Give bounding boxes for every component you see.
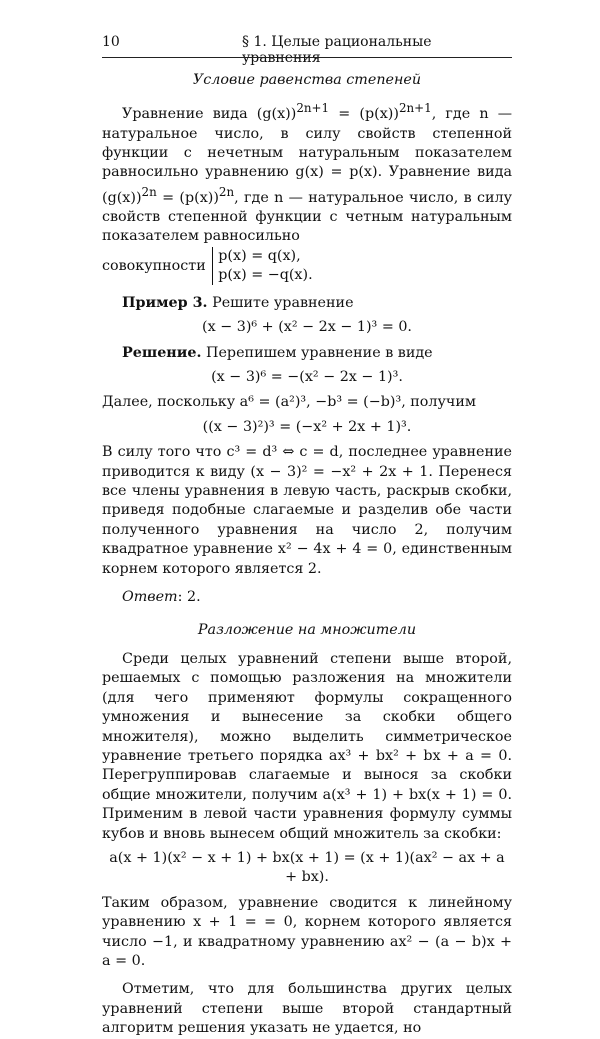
equation: (x − 3)⁶ = −(x² − 2x − 1)³. [211, 369, 403, 385]
page-number: 10 [102, 34, 120, 50]
example: Пример 3. Решите уравнение [122, 294, 354, 311]
paragraph: В силу того что c³ = d³ ⇔ c = d, последнее уравнение приводится к виду (x − 3)² = −x² + 2x + 1. Перенеся все члены уравнения в левую часть, раскрыв скобки, приведя подобные слагаемые и разделив обе части полученного уравнения на число 2, получим квадратное уравнение x² − 4x + 4 = 0, единственным корнем которого является 2. [102, 444, 512, 577]
paragraph: Далее, поскольку a⁶ = (a²)³, −b³ = (−b)³, получим [102, 394, 477, 411]
book-page [102, 0, 512, 1037]
paragraph: Среди целых уравнений степени выше второй, решаемых с помощью разложения на множители (для чего применяют формулы сокращенного умножения и вынесение за скобки общего множителя), можно выделить симметрическое уравнение третьего порядка ax³ + bx² + bx + a = 0. Перегруппировав слагаемые и вынося за скобки общие множители, получим a(x³ + 1) + bx(x + 1) = 0. Применим в левой части уравнения формулу суммы кубов и вновь вынесем общий множитель за скобки: [102, 650, 512, 842]
equation: (x − 3)⁶ + (x² − 2x − 1)³ = 0. [202, 319, 412, 336]
paragraph: Уравнение вида $(g(x))^{2n+1} = (p(x))^{2n+1}$, где n — натуральное число, в силу свойств степенной функции с нечетным натуральным показателем равносильно уравнению g(x) = p(x). Уравнение вида $(g(x))^{2n} = (p(x))^{2n}$, где n — натуральное число, в силу свойств степенной функции с четным натуральным показателем равносильно [102, 101, 512, 245]
section-heading: Разложение на множители [197, 622, 417, 639]
solution: Решение. Перепишем уравнение в виде [122, 344, 433, 361]
page-content [102, 71, 512, 1039]
equation: a(x + 1)(x² − x + 1) + bx(x + 1) = (x + 1)(ax² − ax + a + bx). [109, 849, 505, 886]
header-rule [102, 57, 512, 58]
paragraph: Таким образом, уравнение сводится к линейному уравнению x + 1 = = 0, корнем которого является число −1, и квадратному уравнению ax² − (a − b)x + a = 0. [102, 894, 512, 969]
equation: ((x − 3)²)³ = (−x² + 2x + 1)³. [202, 418, 412, 435]
equation-system: p(x) = q(x), p(x) = −q(x). [212, 247, 312, 285]
system-line: совокупности p(x) = q(x), p(x) = −q(x). [102, 247, 313, 283]
section-heading: Условие равенства степеней [192, 72, 422, 88]
paragraph: Отметим, что для большинства других целых уравнений степени выше второй стандартный алгоритм решения указать не удается, но [102, 981, 512, 1037]
running-header [102, 34, 512, 66]
answer: Ответ: 2. [122, 589, 201, 606]
chapter-title: § 1. Целые рациональные уравнения [242, 34, 432, 66]
